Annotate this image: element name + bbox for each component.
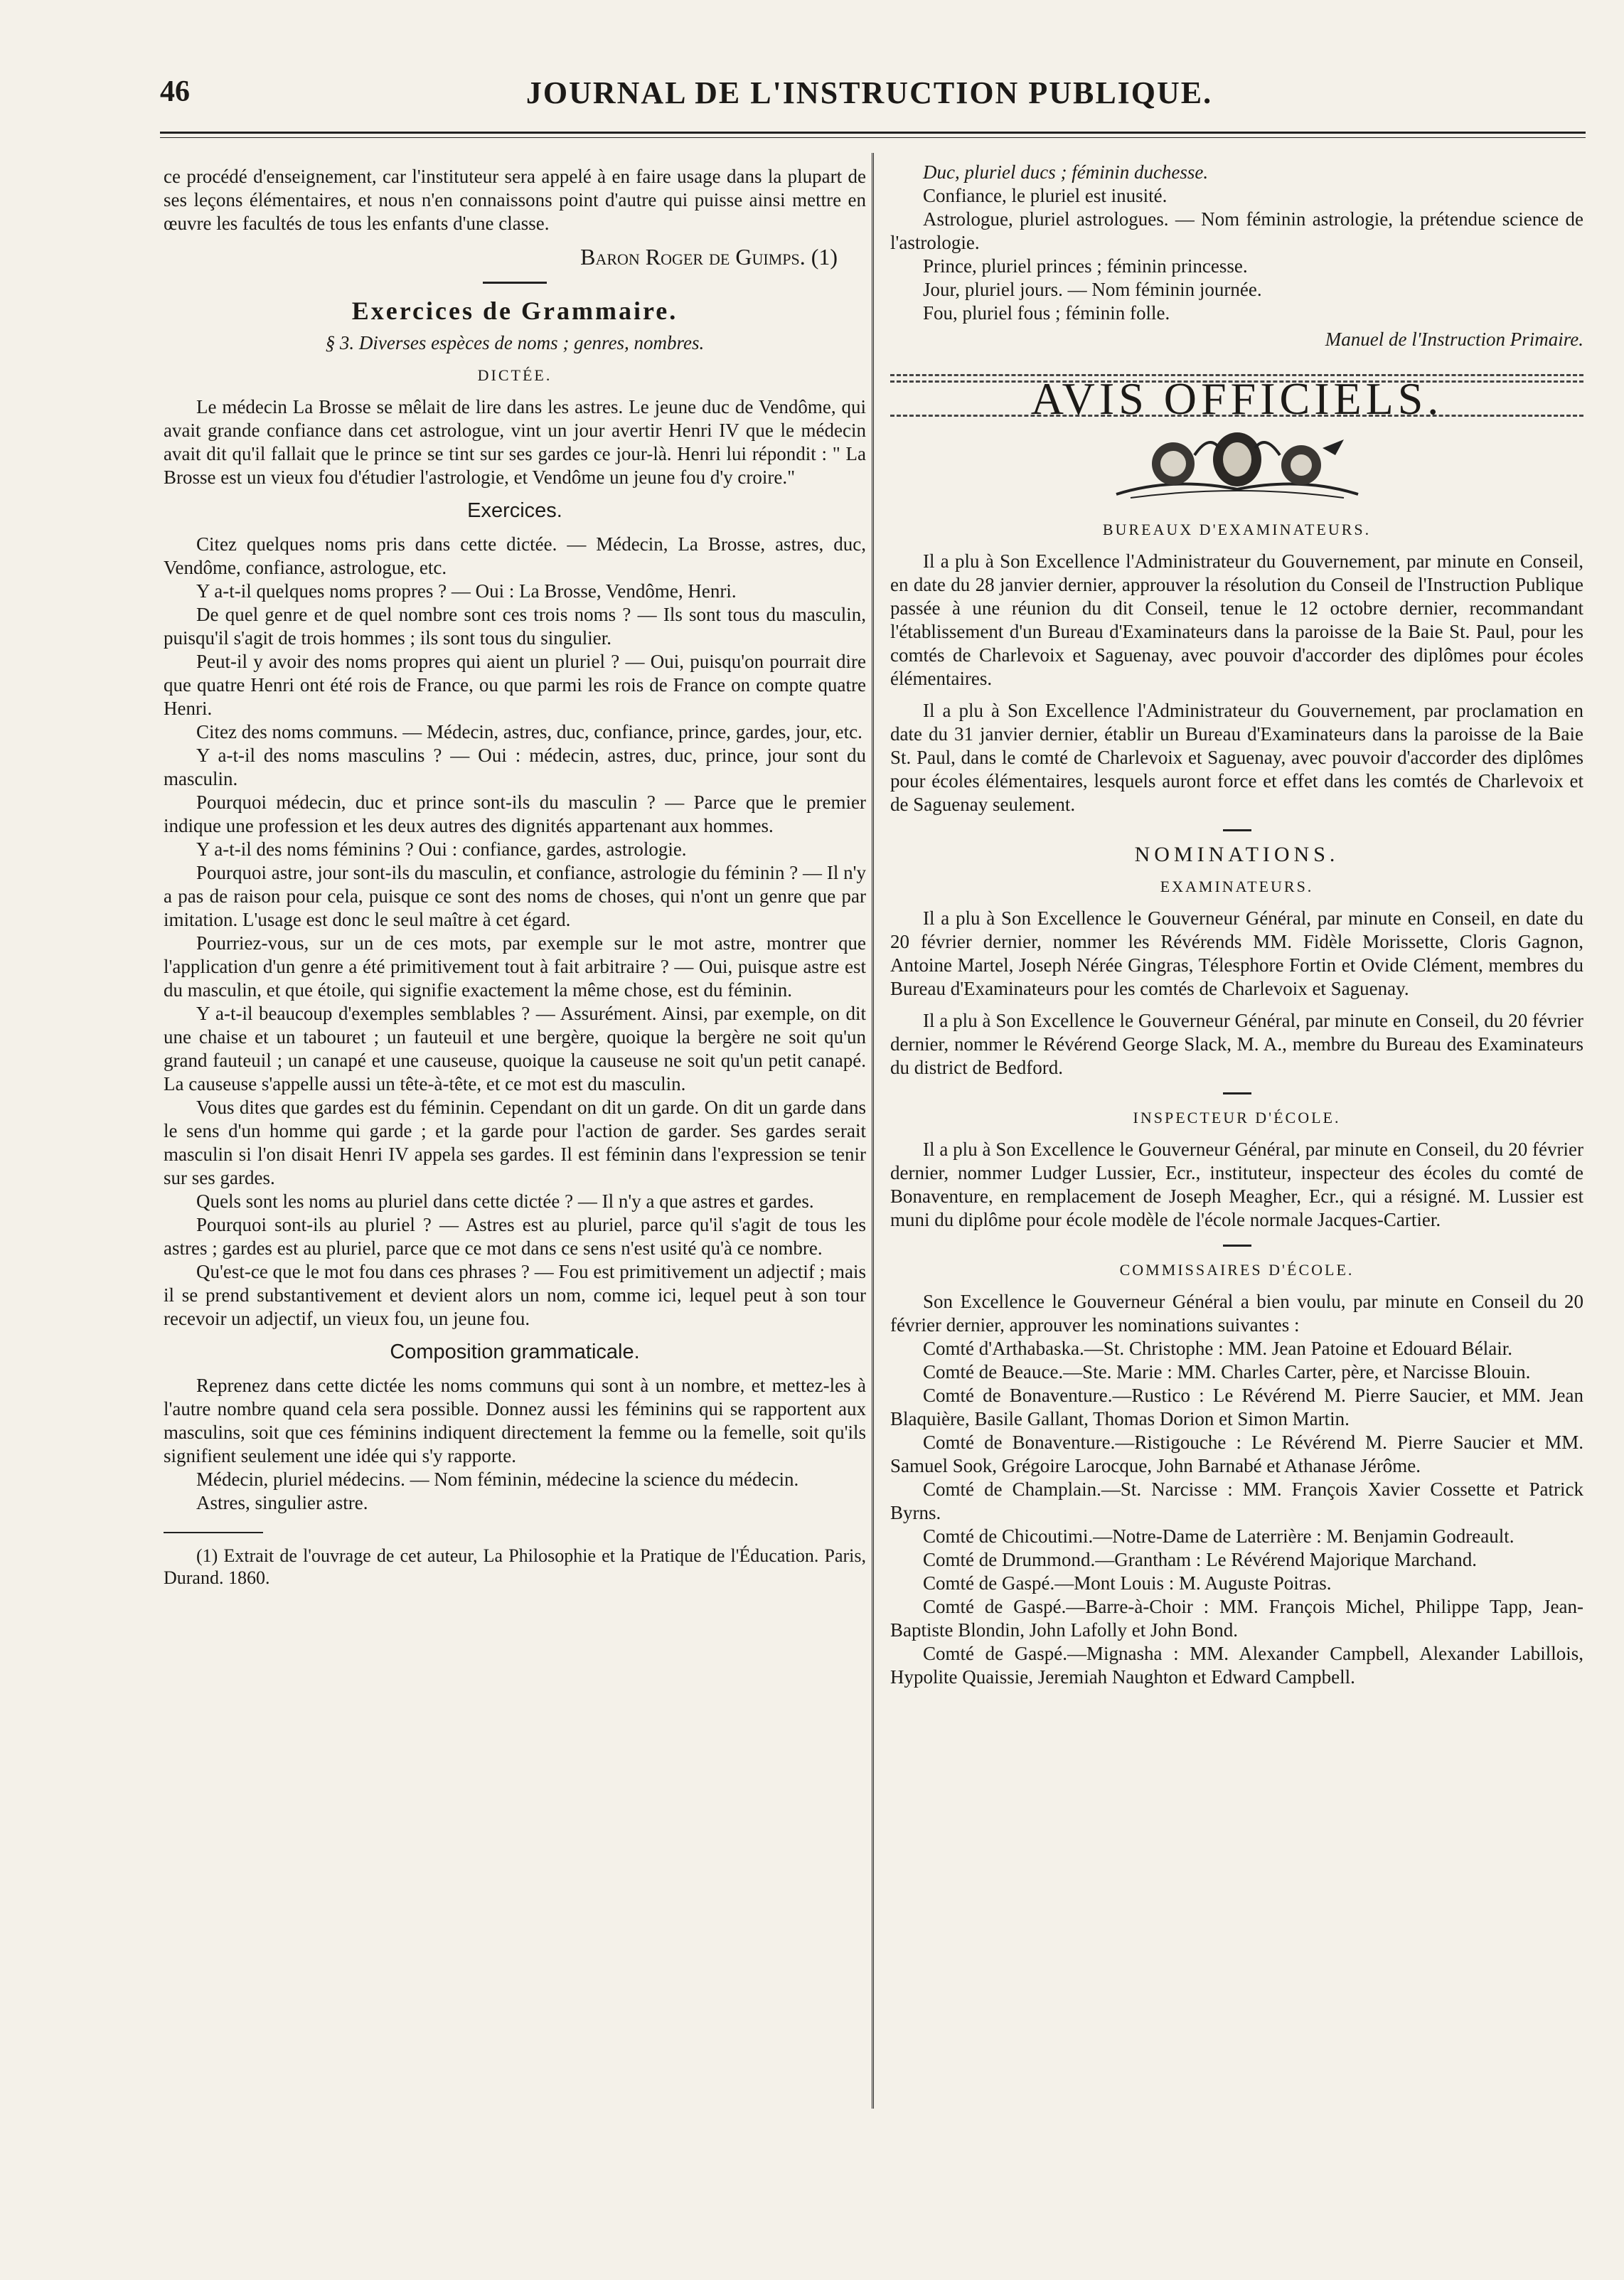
section-divider	[1223, 1245, 1251, 1247]
right-column	[890, 161, 1583, 1689]
ornament-icon	[1109, 427, 1365, 505]
section-subtitle: § 3. Diverses espèces de noms ; genres, nombres.	[325, 332, 705, 353]
list-item: Astrologue, pluriel astrologues. — Nom féminin astrologie, la prétendue science de l'astrologie.	[890, 208, 1583, 253]
commissaires-title: COMMISSAIRES D'ÉCOLE.	[1119, 1261, 1355, 1279]
list-item: Astres, singulier astre.	[196, 1492, 368, 1513]
qa-item: Pourriez-vous, sur un de ces mots, par exemple sur le mot astre, montrer que l'application d'un genre a été primitivement tout à fait arbitraire ? — Oui, puisque astre est du masculin, et que étoile, qui signifie exactement la même chose, est du féminin.	[164, 932, 866, 1001]
qa-item: Vous dites que gardes est du féminin. Cependant on dit un garde. On dit un garde dans le sens d'un homme qui garde ; et la garde pour l'action de garder. Ses gardes serait masculin si l'on disait Henri IV appela ses gardes. Il est féminin dans l'expression se tenir sur ses gardes.	[164, 1097, 866, 1188]
commissaire-entry: Comté de Chicoutimi.—Notre-Dame de Laterrière : M. Benjamin Godreault.	[923, 1525, 1515, 1547]
composition-text: Reprenez dans cette dictée les noms communs qui sont à un nombre, et mettez-les à l'autre nombre quand cela sera possible. Donnez aussi les féminins qui se rapportent aux masculins, soit que ces féminins indiquent directement la femme ou la femelle, soit qu'ils signifient seulement une idée qui s'y rapporte.	[164, 1375, 866, 1466]
qa-item: Quels sont les noms au pluriel dans cette dictée ? — Il n'y a que astres et gardes.	[196, 1190, 814, 1212]
examinateurs-title: EXAMINATEURS.	[1160, 878, 1314, 895]
list-item: Fou, pluriel fous ; féminin folle.	[923, 302, 1170, 324]
nominations-title: NOMINATIONS.	[1134, 843, 1340, 866]
commissaire-entry: Comté de Beauce.—Ste. Marie : MM. Charles Carter, père, et Narcisse Blouin.	[923, 1361, 1531, 1383]
list-item: Prince, pluriel princes ; féminin princesse.	[923, 255, 1248, 277]
notice-paragraph: Il a plu à Son Excellence le Gouverneur Général, par minute en Conseil, en date du 20 février dernier, nommer les Révérends MM. Fidèle Morissette, Cloris Gagnon, Antoine Martel, Joseph Nérée Gingras, Télesphore Fortin et Ovide Clément, membres du Bureau d'Examinateurs pour les comtés de Charlevoix et Saguenay.	[890, 907, 1583, 999]
commissaire-entry: Comté de Gaspé.—Barre-à-Choir : MM. François Michel, Philippe Tapp, Jean-Baptiste Blondin, John Lafolly et John Bond.	[890, 1596, 1583, 1641]
list-item: Médecin, pluriel médecins. — Nom féminin, médecine la science du médecin.	[196, 1469, 799, 1490]
qa-item: Qu'est-ce que le mot fou dans ces phrases ? — Fou est primitivement un adjectif ; mais il se prend substantivement et devient alors un nom, comme ici, lequel peut à son tour recevoir un adjectif, un vieux fou, un jeune fou.	[164, 1261, 866, 1329]
column-divider	[872, 153, 877, 2109]
footnote-rule	[164, 1532, 263, 1533]
inspecteur-title: INSPECTEUR D'ÉCOLE.	[1133, 1109, 1341, 1126]
qa-item: Y a-t-il beaucoup d'exemples semblables ? — Assurément. Ainsi, par exemple, on dit une chaise et un tabouret ; un fauteuil et une bergère, quoique la bergère ne soit qu'un grand fauteuil ; un canapé et une causeuse, quoique la causeuse ne soit qu'un petit canapé. La causeuse s'appelle aussi un tête-à-tête, et ce mot est du masculin.	[164, 1003, 866, 1094]
section-title: Exercices de Grammaire.	[351, 297, 678, 325]
section-divider	[1223, 829, 1251, 831]
qa-item: Pourquoi sont-ils au pluriel ? — Astres est au pluriel, parce qu'il s'agit de tous les astres ; gardes est au pluriel, parce que ce mot dans ce sens n'est usité qu'à ce nombre.	[164, 1214, 866, 1259]
commissaire-entry: Comté de Drummond.—Grantham : Le Révérend Majorique Marchand.	[923, 1549, 1478, 1570]
notice-paragraph: Il a plu à Son Excellence l'Administrateur du Gouvernement, par proclamation en date du 31 janvier dernier, établir un Bureau d'Examinateurs dans la paroisse de la Baie St. Paul, dans le comté de Charlevoix et Saguenay, avec pouvoir d'accorder des diplômes pour écoles élémentaires, lesquels auront force et effet dans les comtés de Charlevoix et de Saguenay seulement.	[890, 700, 1583, 815]
commissaire-entry: Comté de Gaspé.—Mont Louis : M. Auguste Poitras.	[923, 1572, 1332, 1594]
commissaire-entry: Comté de Bonaventure.—Ristigouche : Le Révérend M. Pierre Saucier et MM. Samuel Sook, Grégoire Larocque, John Barnabé et Athanase Jérôme.	[890, 1432, 1583, 1476]
qa-item: Pourquoi médecin, duc et prince sont-ils du masculin ? — Parce que le premier indique une profession et les deux autres des dignités appartenant aux hommes.	[164, 792, 866, 836]
left-column	[164, 165, 866, 1589]
page-header	[160, 75, 1578, 117]
notice-paragraph: Il a plu à Son Excellence le Gouverneur Général, par minute en Conseil, du 20 février dernier, nommer le Révérend George Slack, M. A., membre du Bureau des Examinateurs du district de Bedford.	[890, 1010, 1583, 1078]
commissaire-entry: Comté de Gaspé.—Mignasha : MM. Alexander Campbell, Alexander Labillois, Hypolite Quaissie, Jeremiah Naughton et Edward Campbell.	[890, 1643, 1583, 1688]
qa-item: Citez quelques noms pris dans cette dictée. — Médecin, La Brosse, astres, duc, Vendôme, confiance, astrologue, etc.	[164, 533, 866, 578]
intro-paragraph: ce procédé d'enseignement, car l'instituteur sera appelé à en faire usage dans la plupart de ses leçons élémentaires, et nous n'en connaissons point d'autre qui puisse ainsi mettre en œuvre les facultés de tous les enfants d'une classe.	[164, 166, 866, 234]
list-item: Confiance, le pluriel est inusité.	[923, 185, 1168, 206]
dictee-text: Le médecin La Brosse se mêlait de lire dans les astres. Le jeune duc de Vendôme, qui avait grande confiance dans cet astrologue, vint un jour avertir Henri IV que le médecin avait dit qu'il fallait que le prince se tint sur ses gardes ce jour-là. Henri lui répondit : " La Brosse est un vieux fou d'étudier l'astrologie, et Vendôme un jeune fou d'y croire."	[164, 396, 866, 488]
qa-item: Citez des noms communs. — Médecin, astres, duc, confiance, prince, gardes, jour, etc.	[196, 721, 862, 742]
source-attribution: Manuel de l'Instruction Primaire.	[1325, 329, 1583, 350]
notice-paragraph: Il a plu à Son Excellence le Gouverneur Général, par minute en Conseil, du 20 février dernier, nommer Ludger Lussier, Ecr., instituteur, inspecteur des écoles du comté de Bonaventure, en remplacement de Joseph Meagher, Ecr., qui a résigné. M. Lussier est muni du diplôme pour école modèle de l'école normale Jacques-Cartier.	[890, 1139, 1583, 1230]
commissaire-entry: Comté de Bonaventure.—Rustico : Le Révérend M. Pierre Saucier, et MM. Jean Blaquière, Basile Gallant, Thomas Dorion et Simon Martin.	[890, 1385, 1583, 1429]
notice-paragraph: Son Excellence le Gouverneur Général a bien voulu, par minute en Conseil du 20 février dernier, approuver les nominations suivantes :	[890, 1291, 1583, 1336]
qa-item: Y a-t-il des noms féminins ? Oui : confiance, gardes, astrologie.	[196, 838, 687, 860]
avis-officiels-title: AVIS OFFICIELS.	[1030, 373, 1443, 424]
list-item: Jour, pluriel jours. — Nom féminin journée.	[923, 279, 1262, 300]
notice-paragraph: Il a plu à Son Excellence l'Administrateur du Gouvernement, par minute en Conseil, en date du 28 janvier dernier, approuver la résolution du Conseil de l'Instruction Publique passée à une réunion du dit Conseil, tenue le 12 octobre dernier, recommandant l'établissement d'un Bureau d'Examinateurs dans la paroisse de la Baie St. Paul, pour les comtés de Charlevoix et Saguenay, avec pouvoir d'accorder des diplômes pour écoles élémentaires.	[890, 550, 1583, 689]
bureaux-title: BUREAUX D'EXAMINATEURS.	[1102, 521, 1372, 538]
list-item: Duc, pluriel ducs ; féminin duchesse.	[923, 161, 1209, 183]
qa-item: Peut-il y avoir des noms propres qui aient un pluriel ? — Oui, puisqu'on pourrait dire que quatre Henri ont été rois de France, ou que parmi les rois de France on compte quatre Henri.	[164, 651, 866, 719]
qa-item: De quel genre et de quel nombre sont ces trois noms ? — Ils sont tous du masculin, puisqu'il s'agit de trois hommes ; ils sont tous du singulier.	[164, 604, 866, 649]
composition-label: Composition grammaticale.	[390, 1341, 640, 1363]
exercices-label: Exercices.	[467, 499, 562, 522]
commissaire-entry: Comté d'Arthabaska.—St. Christophe : MM. Jean Patoine et Edouard Bélair.	[923, 1338, 1512, 1359]
footnote: (1) Extrait de l'ouvrage de cet auteur, La Philosophie et la Pratique de l'Éducation. Paris, Durand. 1860.	[164, 1545, 866, 1588]
dictee-label: DICTÉE.	[477, 366, 552, 384]
page-number: 46	[160, 75, 190, 108]
signature: Baron Roger de Guimps. (1)	[580, 244, 838, 270]
commissaire-entry: Comté de Champlain.—St. Narcisse : MM. François Xavier Cossette et Patrick Byrns.	[890, 1479, 1583, 1523]
qa-item: Y a-t-il des noms masculins ? — Oui : médecin, astres, duc, prince, jour sont du masculin.	[164, 745, 866, 789]
running-title: JOURNAL DE L'INSTRUCTION PUBLIQUE.	[525, 75, 1213, 110]
section-divider	[483, 282, 547, 284]
section-divider	[1223, 1092, 1251, 1094]
qa-item: Y a-t-il quelques noms propres ? — Oui : La Brosse, Vendôme, Henri.	[196, 580, 737, 602]
qa-item: Pourquoi astre, jour sont-ils du masculin, et confiance, astrologie du féminin ? — Il n'y a pas de raison pour cela, puisque ce sont des noms de choses, qui n'ont un genre que par imitation. L'usage est donc le seul maître à cet égard.	[164, 862, 866, 930]
header-rule	[160, 132, 1586, 138]
